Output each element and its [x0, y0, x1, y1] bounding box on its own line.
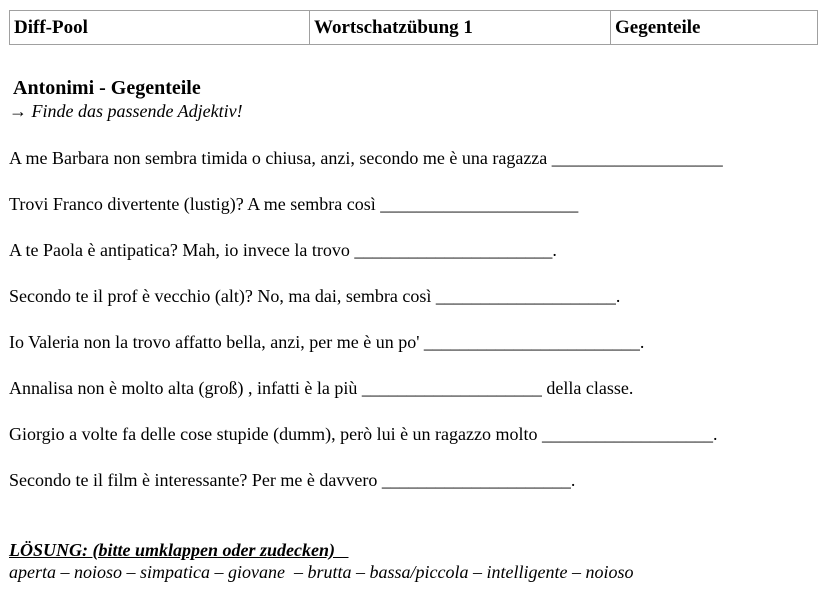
exercise-item: A me Barbara non sembra timida o chiusa, anzi, secondo me è una ragazza ___________________ — [9, 148, 723, 168]
solution-answers: aperta – noioso – simpatica – giovane – brutta – bassa/piccola – intelligente – noioso — [9, 562, 634, 582]
solution-heading: LÖSUNG: (bitte umklappen oder zudecken) — [9, 540, 349, 560]
header-cell-topic: Gegenteile — [611, 11, 818, 45]
exercise-item: Trovi Franco divertente (lustig)? A me sembra così ______________________ — [9, 194, 579, 214]
exercise-item: Annalisa non è molto alta (groß) , infatti è la più ____________________ della classe. — [9, 378, 634, 398]
exercise-item: Io Valeria non la trovo affatto bella, anzi, per me è un po' ________________________. — [9, 332, 645, 352]
header-cell-exercise: Wortschatzübung 1 — [310, 11, 611, 45]
exercise-item: Secondo te il film è interessante? Per me è davvero _____________________. — [9, 470, 576, 490]
header-table — [9, 10, 818, 45]
header-cell-diff-pool: Diff-Pool — [10, 11, 310, 45]
exercise-list — [9, 147, 723, 515]
exercise-item: Secondo te il prof è vecchio (alt)? No, ma dai, sembra così ____________________. — [9, 286, 621, 306]
instruction-subtitle: → Finde das passende Adjektiv! — [9, 101, 243, 121]
header-row — [10, 11, 818, 45]
exercise-item: A te Paola è antipatica? Mah, io invece la trovo ______________________. — [9, 240, 557, 260]
exercise-item: Giorgio a volte fa delle cose stupide (dumm), però lui è un ragazzo molto ___________________. — [9, 424, 718, 444]
page-title: Antonimi - Gegenteile — [13, 77, 201, 99]
